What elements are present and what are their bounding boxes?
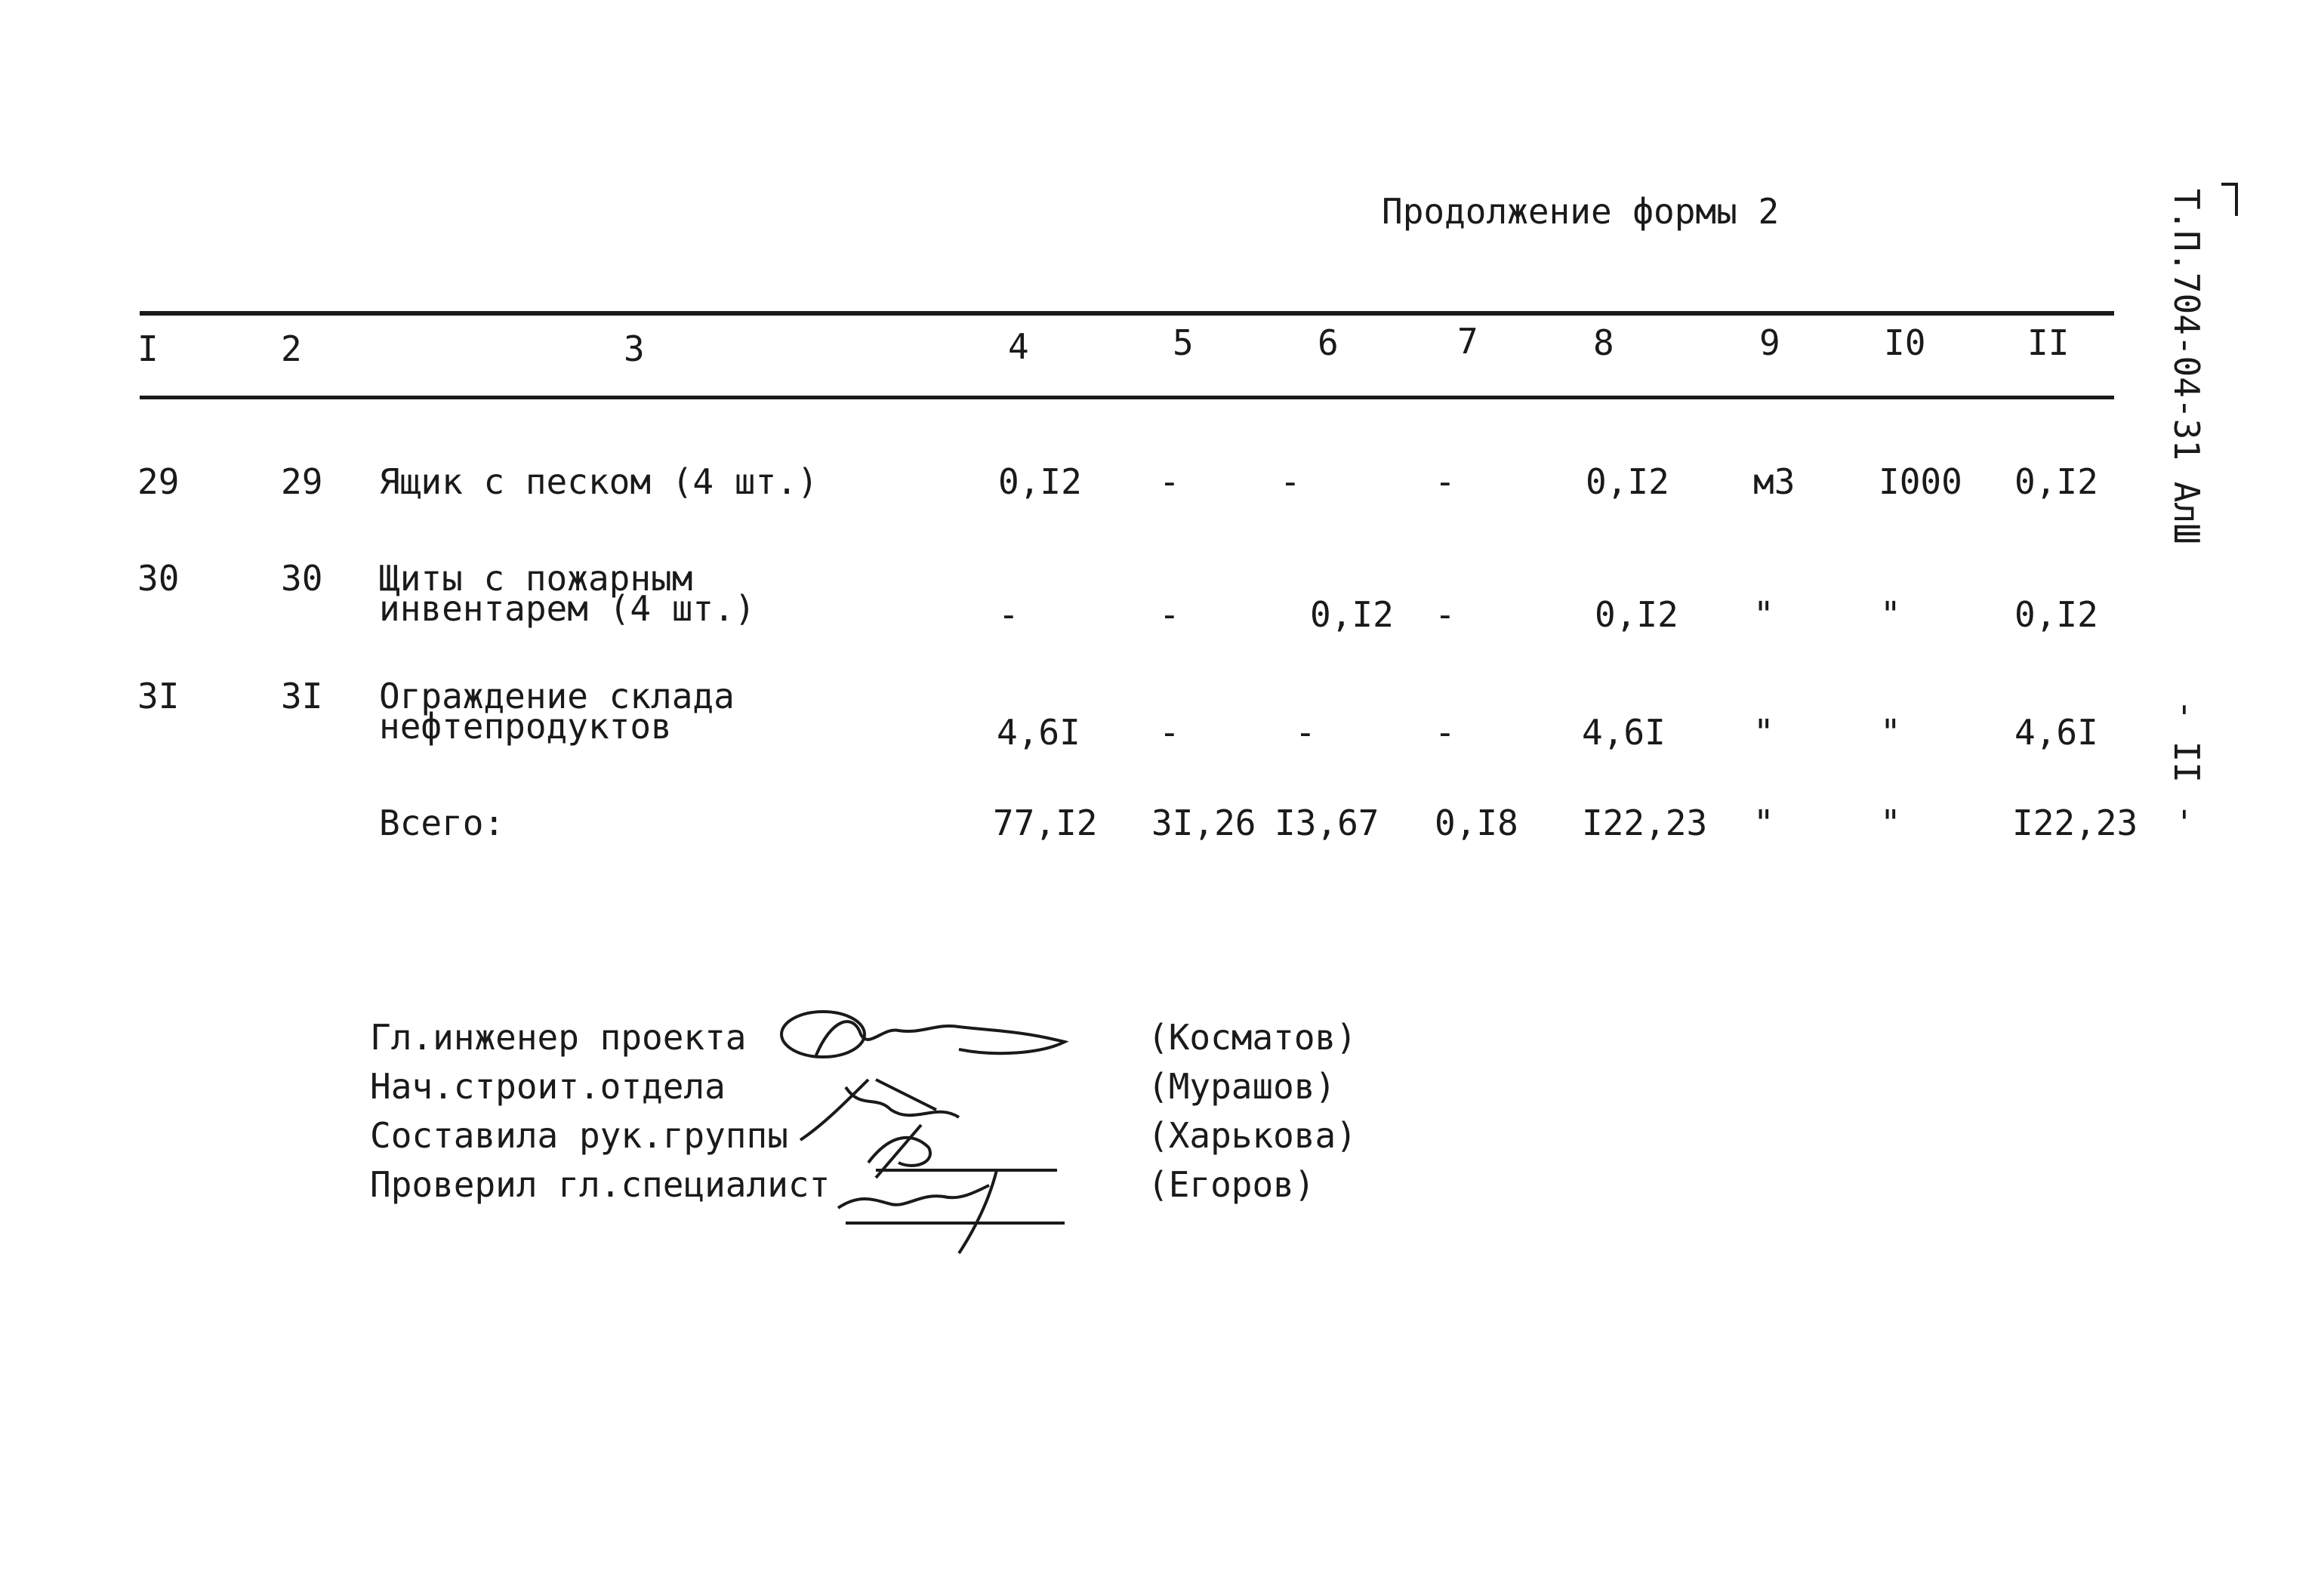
cell-col2: 29 <box>281 461 323 502</box>
form-title: Продолжение формы 2 <box>1382 191 1780 232</box>
cell-col4: 0,I2 <box>998 461 1082 502</box>
cell-col6: - <box>1280 461 1301 502</box>
total-col9: " <box>1753 803 1774 843</box>
col-header-5: 5 <box>1173 322 1194 363</box>
col-header-2: 2 <box>281 328 302 369</box>
cell-col9: " <box>1753 594 1774 635</box>
signer-role: Проверил гл.специалист <box>370 1164 831 1205</box>
col-header-3: 3 <box>624 328 645 369</box>
cell-col1: 29 <box>137 461 180 502</box>
signer-name: (Косматов) <box>1148 1017 1357 1058</box>
col-header-8: 8 <box>1593 322 1614 363</box>
cell-col4: 4,6I <box>997 712 1080 753</box>
total-col7: 0,I8 <box>1435 803 1518 843</box>
cell-col7: - <box>1435 712 1456 753</box>
col-header-6: 6 <box>1318 322 1339 363</box>
corner-mark <box>2220 181 2242 219</box>
col-header-11: II <box>2027 322 2070 363</box>
cell-col11: 4,6I <box>2014 712 2098 753</box>
signer-name: (Егоров) <box>1148 1164 1315 1205</box>
cell-name-line2: нефтепродуктов <box>379 706 672 747</box>
cell-col4: - <box>998 594 1019 635</box>
document-code: Т.П.704-04-31 АлШ <box>2166 189 2207 544</box>
table-header-rule <box>140 396 2114 399</box>
cell-col6: - <box>1295 712 1316 753</box>
total-col10: " <box>1880 803 1901 843</box>
signer-role: Гл.инженер проекта <box>370 1017 747 1058</box>
signer-name: (Мурашов) <box>1148 1066 1336 1107</box>
signer-role: Нач.строит.отдела <box>370 1066 726 1107</box>
table-top-rule <box>140 311 2114 316</box>
signer-role: Составила рук.группы <box>370 1115 788 1156</box>
col-header-10: I0 <box>1884 322 1926 363</box>
col-header-7: 7 <box>1457 321 1478 362</box>
total-col8: I22,23 <box>1582 803 1708 843</box>
total-col4: 77,I2 <box>993 803 1098 843</box>
cell-col2: 3I <box>281 676 323 716</box>
total-col11: I22,23 <box>2012 803 2138 843</box>
cell-col6: 0,I2 <box>1310 594 1394 635</box>
side-code <box>2144 189 2220 825</box>
total-label: Всего: <box>379 803 505 843</box>
cell-col2: 30 <box>281 558 323 599</box>
signature-scribble <box>823 1163 1072 1261</box>
cell-col8: 0,I2 <box>1586 461 1669 502</box>
cell-col11: 0,I2 <box>2014 461 2098 502</box>
total-col5: 3I,26 <box>1151 803 1256 843</box>
cell-col7: - <box>1435 594 1456 635</box>
col-header-1: I <box>137 328 159 369</box>
cell-col11: 0,I2 <box>2014 594 2098 635</box>
cell-col5: - <box>1159 461 1180 502</box>
cell-col1: 30 <box>137 558 180 599</box>
signature-scribble <box>770 997 1087 1072</box>
cell-col9: " <box>1753 712 1774 753</box>
page-number: - II - <box>2166 699 2207 825</box>
cell-col1: 3I <box>137 676 180 716</box>
total-col6: I3,67 <box>1275 803 1379 843</box>
col-header-4: 4 <box>1008 326 1029 367</box>
cell-name-line1: Ограждение склада <box>379 676 735 716</box>
cell-col8: 4,6I <box>1582 712 1666 753</box>
col-header-9: 9 <box>1759 322 1780 363</box>
cell-col10: " <box>1880 594 1901 635</box>
cell-col10: I000 <box>1879 461 1962 502</box>
cell-col7: - <box>1435 461 1456 502</box>
cell-col5: - <box>1159 594 1180 635</box>
cell-col5: - <box>1159 712 1180 753</box>
signer-name: (Харькова) <box>1148 1115 1357 1156</box>
cell-col9: м3 <box>1753 461 1796 502</box>
cell-name-line1: Щиты с пожарным <box>379 558 693 599</box>
cell-name-line2: инвентарем (4 шт.) <box>379 588 756 629</box>
cell-col10: " <box>1880 712 1901 753</box>
cell-col8: 0,I2 <box>1595 594 1678 635</box>
cell-name: Ящик с песком (4 шт.) <box>379 461 818 502</box>
